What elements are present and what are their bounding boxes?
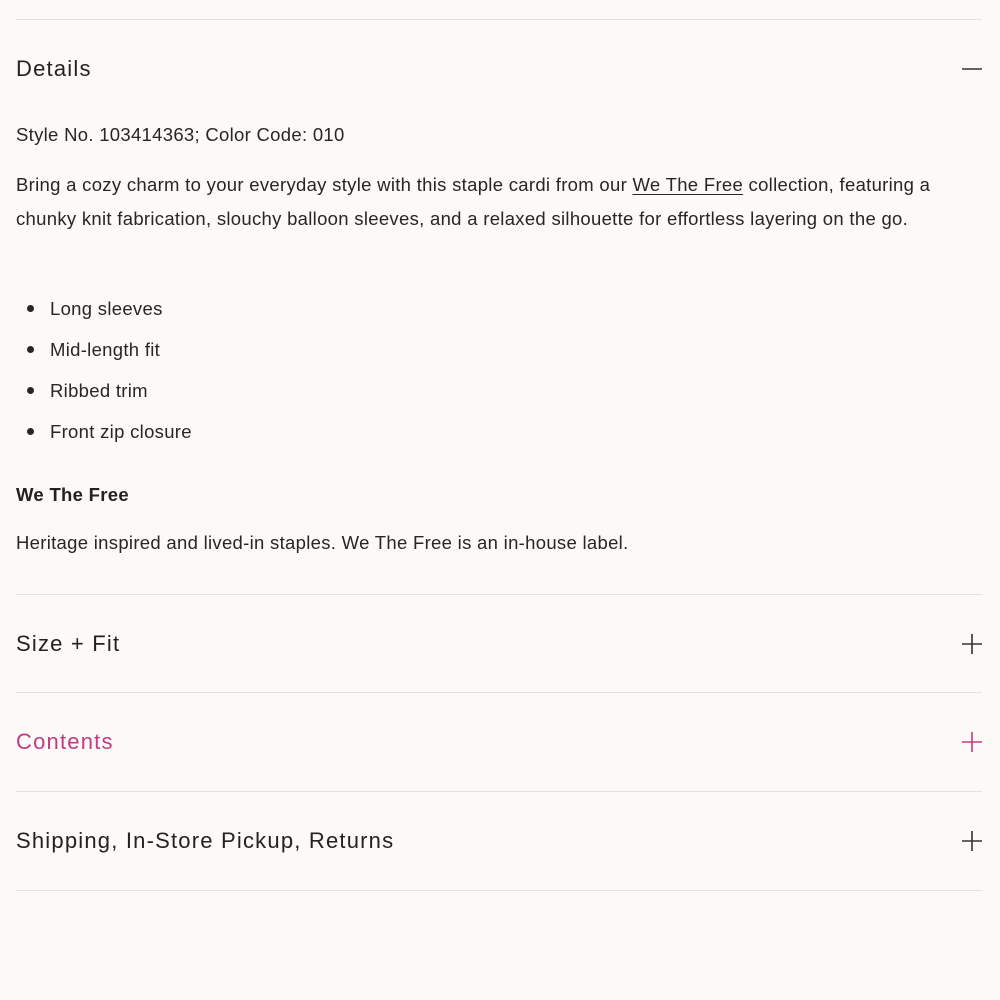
divider	[16, 594, 982, 595]
list-item-label: Long sleeves	[50, 298, 163, 319]
bullet-icon	[27, 346, 34, 353]
bullet-icon	[27, 428, 34, 435]
description-text-end: collection, featuring a chunky knit fabrication, slouchy balloon sleeves, and a relaxed silhouette for effortless layering on the go.	[16, 174, 931, 229]
brand-description: Heritage inspired and lived-in staples. We The Free is an in-house label.	[16, 532, 629, 553]
list-item	[16, 329, 192, 370]
bullet-icon	[27, 387, 34, 394]
brand-heading: We The Free	[16, 484, 129, 505]
minus-icon[interactable]	[962, 59, 982, 79]
shipping-accordion-header[interactable]	[16, 816, 982, 866]
plus-icon[interactable]	[962, 634, 982, 654]
size-fit-title: Size + Fit	[16, 631, 121, 656]
divider	[16, 791, 982, 792]
details-accordion-header[interactable]	[16, 44, 982, 94]
bullet-icon	[27, 305, 34, 312]
list-item-label: Mid-length fit	[50, 339, 161, 360]
list-item	[16, 288, 192, 329]
divider	[16, 692, 982, 693]
plus-icon[interactable]	[962, 732, 982, 752]
list-item-label: Front zip closure	[50, 421, 192, 442]
plus-icon[interactable]	[962, 831, 982, 851]
contents-title: Contents	[16, 729, 114, 754]
shipping-title: Shipping, In-Store Pickup, Returns	[16, 828, 395, 853]
list-item-label: Ribbed trim	[50, 380, 148, 401]
divider	[16, 890, 982, 891]
feature-list	[16, 288, 192, 452]
we-the-free-link[interactable]: We The Free	[632, 174, 744, 195]
description-text-start: Bring a cozy charm to your everyday style with this staple cardi from our	[16, 174, 633, 195]
list-item	[16, 370, 192, 411]
divider	[16, 19, 982, 20]
style-number: Style No. 103414363; Color Code: 010	[16, 124, 345, 145]
contents-accordion-header[interactable]	[16, 717, 982, 767]
size-fit-accordion-header[interactable]	[16, 619, 982, 669]
product-description	[16, 168, 986, 236]
details-title: Details	[16, 56, 92, 81]
list-item	[16, 411, 192, 452]
